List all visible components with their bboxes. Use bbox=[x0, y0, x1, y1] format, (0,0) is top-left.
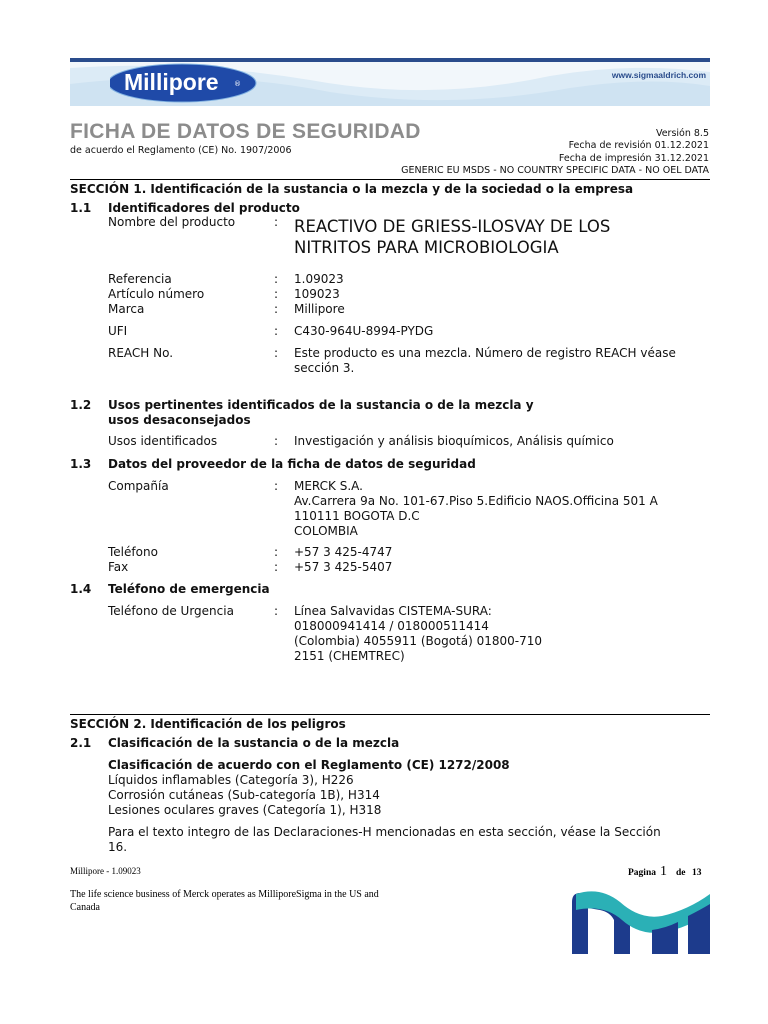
reach-label: REACH No. bbox=[108, 346, 174, 360]
reference-label: Referencia bbox=[108, 272, 172, 286]
emergency-line: 2151 (CHEMTREC) bbox=[294, 649, 405, 663]
colon: : bbox=[274, 604, 279, 618]
generic-note: GENERIC EU MSDS - NO COUNTRY SPECIFIC DATA - NO OEL DATA bbox=[401, 165, 709, 176]
phone-value: +57 3 425-4747 bbox=[294, 545, 393, 559]
subsection-1-3-number: 1.3 bbox=[70, 457, 92, 471]
emergency-phone-label: Teléfono de Urgencia bbox=[108, 604, 234, 618]
millipore-logo bbox=[110, 62, 272, 104]
print-date: Fecha de impresión 31.12.2021 bbox=[558, 153, 709, 164]
reach-value bbox=[294, 346, 714, 376]
company-label: Compañía bbox=[108, 479, 169, 493]
emergency-line: Línea Salvavidas CISTEMA-SURA: bbox=[294, 604, 492, 618]
fax-label: Fax bbox=[108, 560, 129, 574]
hazard-class-item: Lesiones oculares graves (Categoría 1), H318 bbox=[108, 803, 382, 817]
article-value: 109023 bbox=[294, 287, 340, 301]
document-title: FICHA DE DATOS DE SEGURIDAD bbox=[70, 120, 421, 143]
version: Versión 8.5 bbox=[655, 128, 709, 139]
ufi-value: C430-964U-8994-PYDG bbox=[294, 324, 434, 338]
website-link[interactable]: www.sigmaaldrich.com bbox=[611, 70, 706, 80]
company-value bbox=[294, 479, 714, 539]
brand-label: Marca bbox=[108, 302, 145, 316]
subsection-1-1-title: Identificadores del producto bbox=[108, 201, 300, 215]
subsection-1-2-title-line-1: Usos pertinentes identificados de la sustancia o de la mezcla y bbox=[108, 398, 534, 412]
colon: : bbox=[274, 324, 279, 338]
brand-value: Millipore bbox=[294, 302, 345, 316]
footer-product-ref: Millipore - 1.09023 bbox=[70, 866, 141, 876]
colon: : bbox=[274, 287, 279, 301]
colon: : bbox=[274, 272, 279, 286]
hazard-class-item: Líquidos inflamables (Categoría 3), H226 bbox=[108, 773, 354, 787]
article-label: Artículo número bbox=[108, 287, 205, 301]
company-line: Av.Carrera 9a No. 101-67.Piso 5.Edificio NAOS.Officina 501 A bbox=[294, 494, 658, 508]
hazard-classes bbox=[108, 773, 713, 818]
page-number: 1 bbox=[660, 864, 667, 879]
merck-note-line-1: The life science business of Merck operates as MilliporeSigma in the US and bbox=[70, 889, 379, 900]
reach-value-line-2: sección 3. bbox=[294, 361, 355, 375]
revision-date: Fecha de revisión 01.12.2021 bbox=[568, 140, 709, 151]
h-statements-note-line-2: 16. bbox=[108, 840, 128, 854]
phone-label: Teléfono bbox=[108, 545, 158, 559]
page-total: 13 bbox=[692, 868, 702, 878]
brand-registered-mark: ® bbox=[234, 80, 241, 88]
h-statements-note bbox=[108, 825, 713, 855]
merck-note bbox=[70, 888, 450, 914]
company-line: MERCK S.A. bbox=[294, 479, 363, 493]
fax-value: +57 3 425-5407 bbox=[294, 560, 393, 574]
subsection-1-2-title-line-2: usos desaconsejados bbox=[108, 413, 251, 427]
colon: : bbox=[274, 479, 279, 493]
product-name bbox=[294, 216, 714, 258]
section-2-title: SECCIÓN 2. Identificación de los peligros bbox=[70, 714, 710, 731]
company-line: 110111 BOGOTA D.C bbox=[294, 509, 420, 523]
subsection-2-1-title: Clasificación de la sustancia o de la mezcla bbox=[108, 736, 400, 750]
identified-uses-value: Investigación y análisis bioquímicos, Análisis químico bbox=[294, 434, 614, 448]
product-name-line-2: NITRITOS PARA MICROBIOLOGIA bbox=[294, 238, 559, 257]
product-name-line-1: REACTIVO DE GRIESS-ILOSVAY DE LOS bbox=[294, 217, 611, 236]
identified-uses-label: Usos identificados bbox=[108, 434, 218, 448]
regulation-note: de acuerdo el Reglamento (CE) No. 1907/2006 bbox=[70, 145, 292, 156]
product-name-label: Nombre del producto bbox=[108, 215, 236, 229]
subsection-1-4-number: 1.4 bbox=[70, 582, 92, 596]
classification-regulation-title: Clasificación de acuerdo con el Reglamento (CE) 1272/2008 bbox=[108, 758, 510, 772]
reach-value-line-1: Este producto es una mezcla. Número de registro REACH véase bbox=[294, 346, 676, 360]
colon: : bbox=[274, 560, 279, 574]
colon: : bbox=[274, 346, 279, 360]
reference-value: 1.09023 bbox=[294, 272, 344, 286]
colon: : bbox=[274, 302, 279, 316]
subsection-1-2-number: 1.2 bbox=[70, 398, 92, 412]
merck-logo bbox=[570, 886, 712, 956]
subsection-1-1-number: 1.1 bbox=[70, 201, 92, 215]
brand-name: Millipore bbox=[124, 69, 219, 95]
subsection-1-2-title bbox=[108, 398, 534, 428]
subsection-1-3-title: Datos del proveedor de la ficha de datos de seguridad bbox=[108, 457, 476, 471]
colon: : bbox=[274, 215, 279, 229]
colon: : bbox=[274, 434, 279, 448]
h-statements-note-line-1: Para el texto integro de las Declaraciones-H mencionadas en esta sección, véase la Sección bbox=[108, 825, 661, 839]
page-of-label: de bbox=[676, 868, 686, 878]
emergency-line: (Colombia) 4055911 (Bogotá) 01800-710 bbox=[294, 634, 543, 648]
page-label: Pagina bbox=[628, 868, 656, 878]
section-1-title: SECCIÓN 1. Identificación de la sustancia o la mezcla y de la sociedad o la empresa bbox=[70, 179, 710, 196]
subsection-2-1-number: 2.1 bbox=[70, 736, 92, 750]
emergency-line: 018000941414 / 018000511414 bbox=[294, 619, 489, 633]
ufi-label: UFI bbox=[108, 324, 128, 338]
company-line: COLOMBIA bbox=[294, 524, 358, 538]
hazard-class-item: Corrosión cutáneas (Sub-categoría 1B), H314 bbox=[108, 788, 380, 802]
colon: : bbox=[274, 545, 279, 559]
merck-note-line-2: Canada bbox=[70, 902, 100, 913]
subsection-1-4-title: Teléfono de emergencia bbox=[108, 582, 270, 596]
emergency-phone-value bbox=[294, 604, 714, 664]
